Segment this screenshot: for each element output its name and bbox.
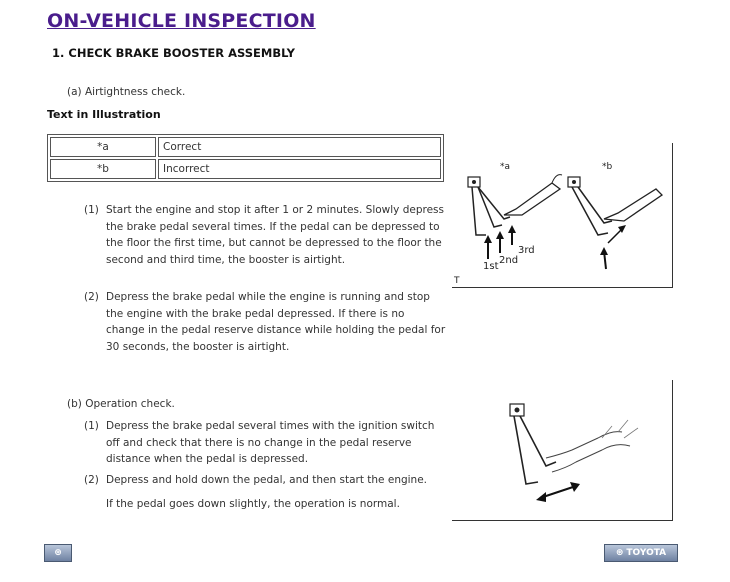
step-text: Start the engine and stop it after 1 or 2 minutes. Slowly depress the brake pedal several times. If the pedal can be depressed to the floor the first time, but cannot be depressed to the floor the second and third time, the booster is airtight.	[106, 204, 444, 266]
step-text: Depress and hold down the pedal, and then start the engine.	[106, 474, 428, 486]
legend-value: Correct	[158, 137, 441, 157]
operation-heading: (b) Operation check.	[67, 398, 175, 410]
step-text: Depress the brake pedal while the engine is running and stop the engine with the brake pedal depressed. If there is no change in the pedal reserve distance while holding the pedal for 30 seconds, the booster is airtight.	[106, 291, 446, 353]
pedal-foot-diagram	[452, 380, 672, 520]
legend-key: *a	[50, 137, 156, 157]
home-button[interactable]	[44, 544, 72, 562]
operation-illustration	[452, 380, 673, 521]
pedal-diagram	[452, 143, 672, 287]
legend-row	[50, 137, 441, 157]
toyota-label: TOYOTA	[626, 548, 667, 558]
legend-key: *b	[50, 159, 156, 179]
label-b: *b	[602, 162, 613, 172]
airtightness-heading: (a) Airtightness check.	[67, 86, 186, 98]
toyota-button[interactable]	[604, 544, 678, 562]
operation-note: If the pedal goes down slightly, the operation is normal.	[106, 498, 400, 510]
illustration-legend-table	[47, 134, 444, 182]
step-number: (1)	[84, 420, 99, 432]
label-a: *a	[500, 162, 511, 172]
illustration-title: Text in Illustration	[47, 108, 161, 121]
step-number: (2)	[84, 291, 99, 303]
airtight-step-2	[84, 289, 446, 355]
toyota-emblem-icon: ⊛	[54, 548, 62, 558]
step-text: Depress the brake pedal several times with the ignition switch off and check that there is no change in the pedal reserve distance when the pedal is depressed.	[106, 420, 435, 465]
airtightness-illustration	[452, 143, 673, 288]
section-heading: 1. CHECK BRAKE BOOSTER ASSEMBLY	[52, 46, 295, 60]
operation-step-1	[84, 418, 446, 468]
step-number: (2)	[84, 474, 99, 486]
figure-corner-label: T	[454, 276, 460, 286]
label-1st: 1st	[483, 261, 499, 272]
legend-value: Incorrect	[158, 159, 441, 179]
toyota-emblem-icon: ⊛	[615, 548, 624, 558]
legend-row	[50, 159, 441, 179]
airtight-step-1	[84, 202, 446, 268]
label-3rd: 3rd	[518, 245, 535, 256]
operation-step-2	[84, 472, 454, 489]
step-number: (1)	[84, 204, 99, 216]
page-title: ON-VEHICLE INSPECTION	[47, 10, 316, 32]
label-2nd: 2nd	[499, 255, 519, 266]
